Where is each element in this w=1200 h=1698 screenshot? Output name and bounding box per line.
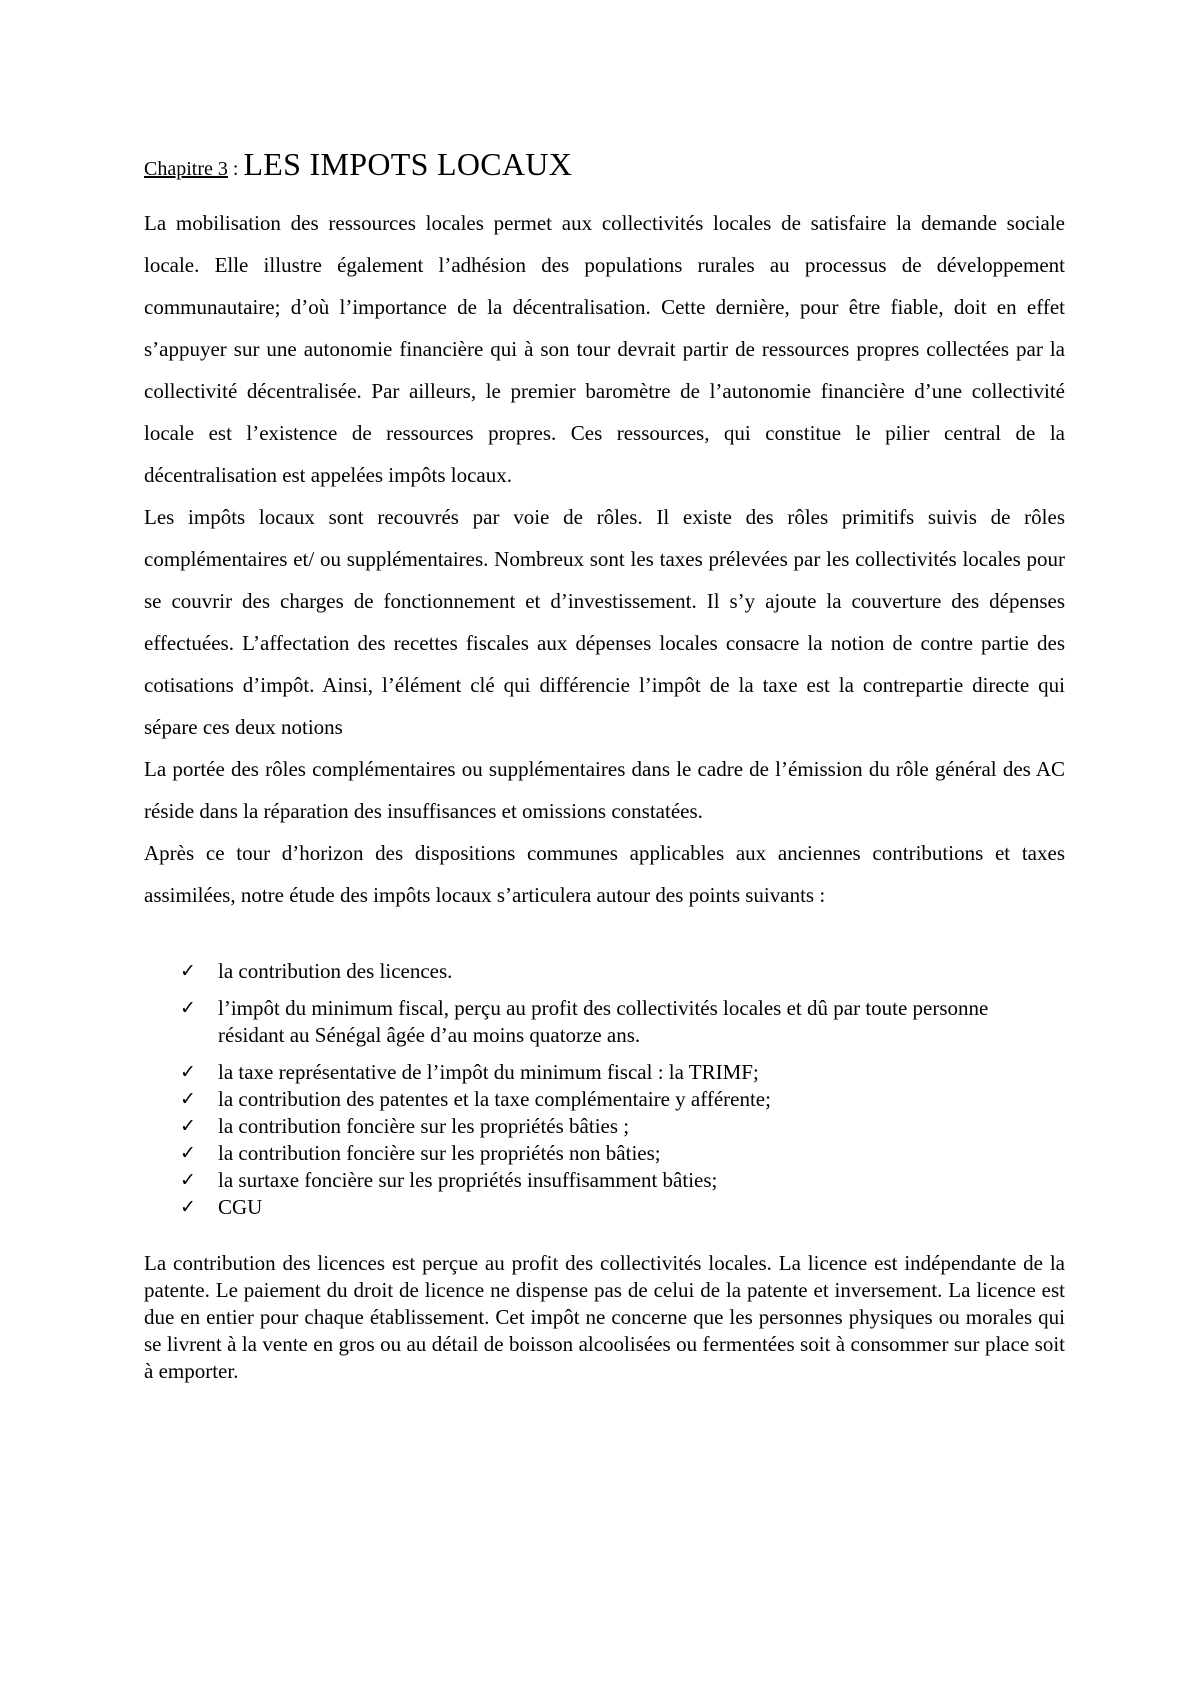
checkmark-icon: ✓ bbox=[180, 1196, 196, 1218]
list-item-text: la contribution foncière sur les propriétés non bâties; bbox=[218, 1141, 661, 1165]
list-item bbox=[176, 1167, 1056, 1194]
list-item-text: la contribution foncière sur les propriétés bâties ; bbox=[218, 1114, 630, 1138]
paragraph-plan: Après ce tour d’horizon des dispositions communes applicables aux anciennes contributions et taxes assimilées, notre étude des impôts locaux s’articulera autour des points suivants : bbox=[144, 841, 1065, 907]
topics-checklist bbox=[176, 958, 1056, 1221]
list-item bbox=[176, 1059, 1056, 1086]
chapter-title: LES IMPOTS LOCAUX bbox=[243, 146, 573, 182]
list-item-text: CGU bbox=[218, 1195, 263, 1219]
checkmark-icon: ✓ bbox=[180, 1115, 196, 1137]
checkmark-icon: ✓ bbox=[180, 960, 196, 982]
chapter-separator: : bbox=[227, 158, 244, 180]
checkmark-icon: ✓ bbox=[180, 1142, 196, 1164]
list-item bbox=[176, 958, 1056, 985]
paragraph-licences: La contribution des licences est perçue au profit des collectivités locales. La licence est indépendante de la patente. Le paiement du droit de licence ne dispense pas de celui de la patente et inversement. La licence est due en entier pour chaque établissement. Cet impôt ne concerne que les personnes physiques ou morales qui se livrent à la vente en gros ou au détail de boisson alcoolisées ou fermentées soit à consommer sur place soit à emporter. bbox=[144, 1251, 1065, 1383]
list-item bbox=[176, 1086, 1056, 1113]
list-item-text: la taxe représentative de l’impôt du minimum fiscal : la TRIMF; bbox=[218, 1060, 759, 1084]
list-item bbox=[176, 1194, 1056, 1221]
checkmark-icon: ✓ bbox=[180, 997, 196, 1019]
list-item bbox=[176, 1113, 1056, 1140]
chapter-heading bbox=[144, 146, 1064, 183]
list-item bbox=[176, 1140, 1056, 1167]
list-item-text: la surtaxe foncière sur les propriétés insuffisamment bâties; bbox=[218, 1168, 718, 1192]
intro-text bbox=[144, 202, 1065, 916]
paragraph-decentralisation: La mobilisation des ressources locales permet aux collectivités locales de satisfaire la demande sociale locale. Elle illustre également l’adhésion des populations rurales au processus de développement communautaire; d’où l’importance de la décentralisation. Cette dernière, pour être fiable, doit en effet s’appuyer sur une autonomie financière qui à son tour devrait partir de ressources propres collectées par la collectivité décentralisée. Par ailleurs, le premier baromètre de l’autonomie financière d’une collectivité locale est l’existence de ressources propres. Ces ressources, qui constitue le pilier central de la décentralisation est appelées impôts locaux. bbox=[144, 211, 1065, 487]
checkmark-icon: ✓ bbox=[180, 1088, 196, 1110]
list-item bbox=[176, 995, 1056, 1049]
list-item-text: l’impôt du minimum fiscal, perçu au profit des collectivités locales et dû par toute personne résidant au Sénégal âgée d’au moins quatorze ans. bbox=[218, 996, 989, 1047]
paragraph-portee: La portée des rôles complémentaires ou supplémentaires dans le cadre de l’émission du rôle général des AC réside dans la réparation des insuffisances et omissions constatées. bbox=[144, 757, 1065, 823]
checkmark-icon: ✓ bbox=[180, 1061, 196, 1083]
list-item-text: la contribution des licences. bbox=[218, 959, 453, 983]
paragraph-roles: Les impôts locaux sont recouvrés par voie de rôles. Il existe des rôles primitifs suivis de rôles complémentaires et/ ou supplémentaires. Nombreux sont les taxes prélevées par les collectivités locales pour se couvrir des charges de fonctionnement et d’investissement. Il s’y ajoute la couverture des dépenses effectuées. L’affectation des recettes fiscales aux dépenses locales consacre la notion de contre partie des cotisations d’impôt. Ainsi, l’élément clé qui différencie l’impôt de la taxe est la contrepartie directe qui sépare ces deux notions bbox=[144, 505, 1065, 739]
checkmark-icon: ✓ bbox=[180, 1169, 196, 1191]
chapter-label: Chapitre 3 bbox=[144, 158, 228, 180]
list-item-text: la contribution des patentes et la taxe complémentaire y afférente; bbox=[218, 1087, 771, 1111]
